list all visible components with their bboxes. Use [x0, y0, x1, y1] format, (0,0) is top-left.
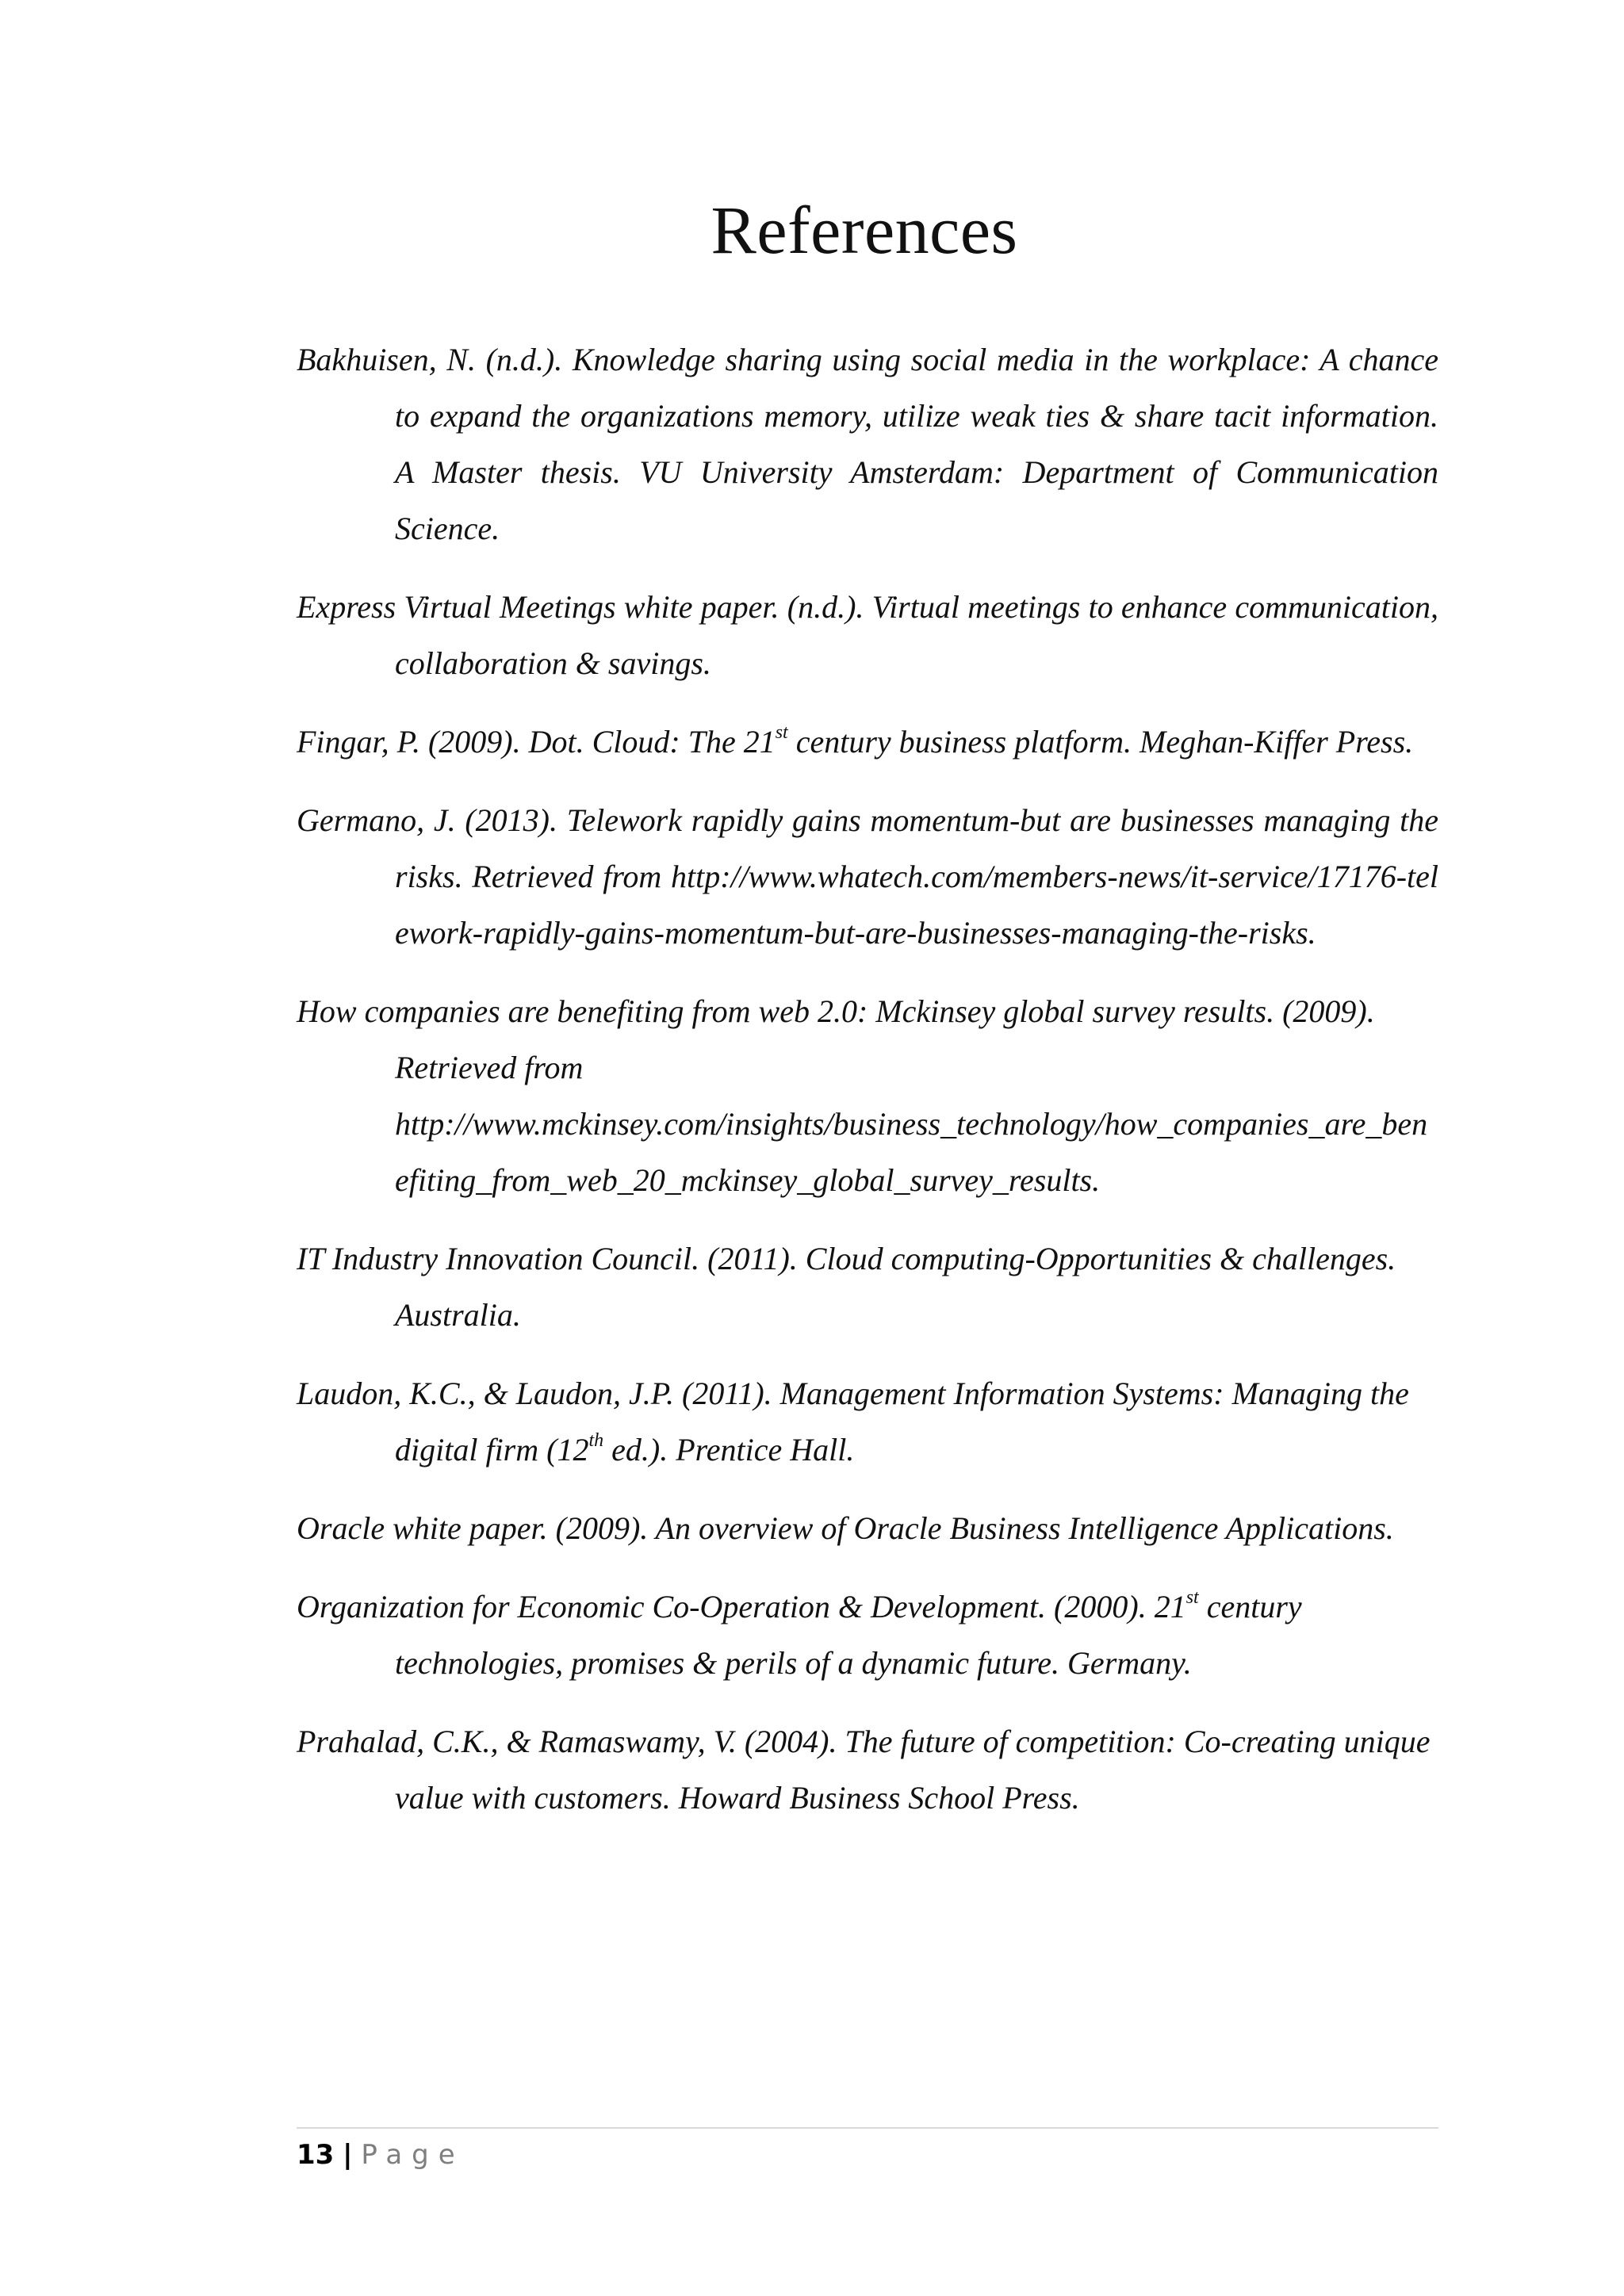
reference-entry	[297, 792, 1438, 961]
reference-entry	[297, 579, 1438, 691]
reference-text: ed.). Prentice Hall.	[603, 1432, 855, 1468]
reference-text: Express Virtual Meetings white paper. (n.d.). Virtual meetings to enhance communication, collaboration & savings.	[297, 589, 1438, 681]
footer-divider	[297, 2127, 1438, 2129]
reference-text: century business platform. Meghan-Kiffer Press.	[787, 724, 1414, 760]
reference-entry	[297, 1713, 1438, 1826]
reference-text: Prahalad, C.K., & Ramaswamy, V. (2004). The future of competition: Co-creating unique value with customers. Howard Business School Press.	[297, 1724, 1431, 1816]
reference-text: Oracle white paper. (2009). An overview of Oracle Business Intelligence Applications.	[297, 1510, 1394, 1546]
reference-url: http://www.whatech.com/members-news/it-service/17176-telework-rapidly-gains-momentum-but-are-businesses-managing-the-risks.	[395, 859, 1438, 951]
reference-entry	[297, 1365, 1438, 1478]
reference-text: How companies are benefiting from web 2.0: Mckinsey global survey results. (2009). Retrieved from	[297, 993, 1375, 1085]
reference-text: Bakhuisen, N. (n.d.). Knowledge sharing using social media in the workplace: A chance to expand the organizations memory, utilize weak ties & share tacit information. A Master thesis. VU University Amsterdam: Department of Communication Science.	[297, 342, 1438, 546]
reference-entry	[297, 331, 1438, 557]
ordinal-superscript: st	[1185, 1586, 1199, 1608]
reference-text: Laudon, K.C., & Laudon, J.P. (2011). Management Information Systems: Managing the digital firm (12	[297, 1376, 1409, 1468]
page-title: References	[710, 192, 1018, 268]
ordinal-superscript: st	[775, 721, 788, 743]
page-number: 13	[297, 2139, 335, 2171]
page-footer	[297, 2136, 465, 2174]
reference-list	[297, 331, 1438, 1848]
reference-text: Organization for Economic Co-Operation & Development. (2000). 21	[297, 1589, 1186, 1624]
ordinal-superscript: th	[588, 1429, 604, 1451]
reference-entry	[297, 1578, 1438, 1691]
reference-entry	[297, 714, 1438, 770]
page-label: Page	[361, 2139, 465, 2171]
reference-entry	[297, 1500, 1438, 1556]
reference-text: century technologies, promises & perils of a dynamic future. Germany.	[395, 1589, 1302, 1681]
reference-entry	[297, 1230, 1438, 1343]
reference-text: Germano, J. (2013). Telework rapidly gains momentum-but are businesses managing the risks. Retrieved from	[297, 802, 1438, 894]
reference-url: http://www.mckinsey.com/insights/business_technology/how_companies_are_benefiting_from_web_20_mckinsey_global_survey_results.	[395, 1106, 1428, 1198]
reference-text: IT Industry Innovation Council. (2011). Cloud computing-Opportunities & challenges. Australia.	[297, 1241, 1396, 1333]
footer-separator: |	[343, 2139, 353, 2171]
reference-text: Fingar, P. (2009). Dot. Cloud: The 21	[297, 724, 776, 760]
reference-entry	[297, 983, 1438, 1208]
